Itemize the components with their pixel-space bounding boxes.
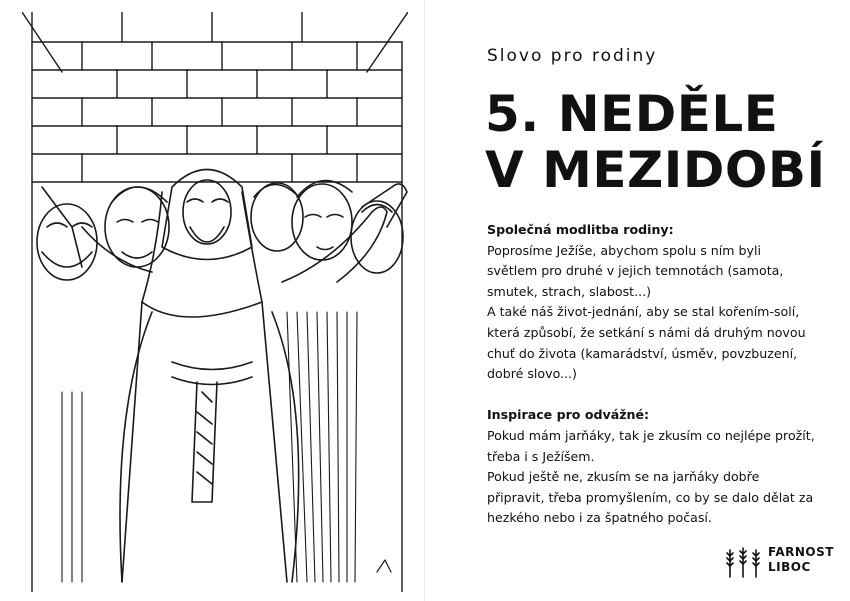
title-line-1: 5. NEDĚLE [485,85,779,143]
raised-arms [82,207,387,282]
page-title [485,86,825,198]
inspiration-heading: Inspirace pro odvážné: [487,407,650,423]
inspiration-line: připravit, třeba promyšlením, co by se dalo dělat za [487,489,814,505]
title-line-2: V MEZIDOBÍ [485,141,826,199]
inspiration-line: Pokud ještě ne, zkusím se na jarňáky dobře [487,469,760,485]
kicker: Slovo pro rodiny [487,46,658,66]
jesus-with-disciples-illustration [22,12,408,592]
prayer-line: světlem pro druhé v jejich temnotách (samota, [487,263,784,279]
prayer-line: která způsobí, že setkání s námi dá druhým novou [487,324,806,340]
disciples-left [37,187,169,280]
inspiration-line: třeba i s Ježíšem. [487,448,595,464]
wheat-icon [724,544,764,580]
inspiration-line: Pokud mám jarňáky, tak je zkusím co nejlépe prožít, [487,427,815,443]
stone-wall [22,12,408,592]
prayer-line: A také náš život-jednání, aby se stal kořením-solí, [487,304,800,320]
prayer-heading: Společná modlitba rodiny: [487,222,674,237]
jesus-figure [120,170,299,583]
prayer-line: chuť do života (kamarádství, úsměv, povzbuzení, [487,345,798,361]
parish-logo [724,544,834,580]
striped-robe [62,312,357,582]
paragraph-gap [487,385,822,406]
logo-text [768,545,834,575]
prayer-line: dobré slovo...) [487,366,577,382]
page-divider [424,0,425,601]
logo-line-2: LIBOC [768,560,811,574]
prayer-line: Poprosíme Ježíše, abychom spolu s ním byli [487,242,761,258]
prayer-line: smutek, strach, slabost...) [487,283,652,299]
text-body [487,220,822,529]
inspiration-line: hezkého nebo i za špatného počasí. [487,510,712,526]
disciples-right [251,181,407,273]
logo-line-1: FARNOST [768,545,834,559]
